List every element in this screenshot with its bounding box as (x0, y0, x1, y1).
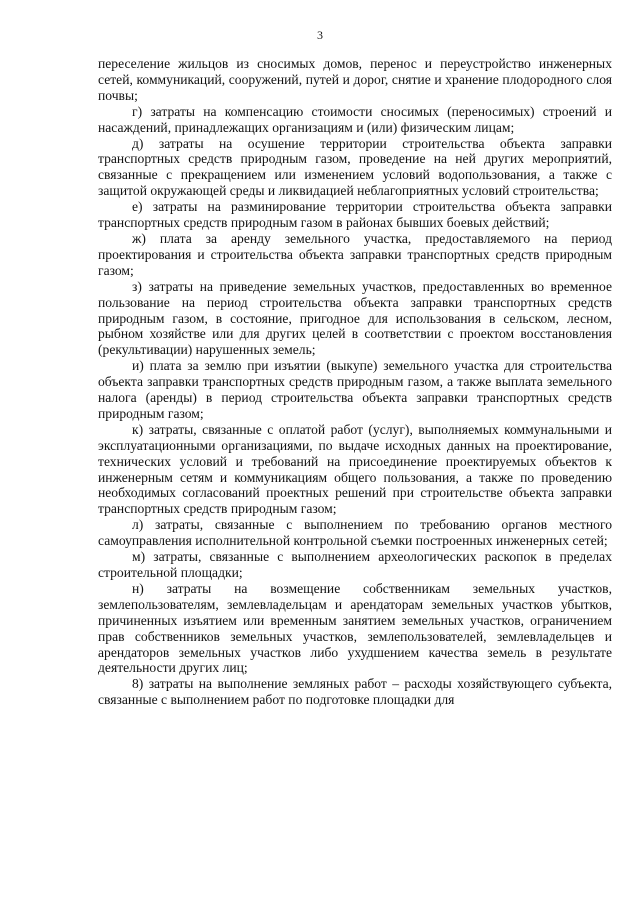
paragraph-item-n: н) затраты на возмещение собственникам земельных участков, землепользователям, землевладельцам и арендаторам земельных участков убытков, причиненных изъятием или временным занятием земельных участков, ограничением прав собственников земельных участков, землепользователей, землевладельцев и арендаторов земельных участков либо ухудшением качества земель в результате деятельности других лиц; (98, 580, 612, 676)
paragraph-item-zh: ж) плата за аренду земельного участка, предоставляемого на период проектирования и строительства объекта заправки транспортных средств природным газом; (98, 230, 612, 278)
paragraph-item-e: е) затраты на разминирование территории строительства объекта заправки транспортных средств природным газом в районах бывших боевых действий; (98, 199, 612, 231)
paragraph-item-k: к) затраты, связанные с оплатой работ (услуг), выполняемых коммунальными и эксплуатационными организациями, по выдаче исходных данных на проектирование, технических условий и требований на присоединение проектируемых объектов к инженерным сетям и коммуникациям общего пользования, а также по проведению необходимых согласований проектных решений при строительстве объекта заправки транспортных средств природным газом; (98, 421, 612, 517)
paragraph-item-g: г) затраты на компенсацию стоимости сносимых (переносимых) строений и насаждений, принадлежащих организациям и (или) физическим лицам; (98, 103, 612, 135)
paragraph-item-d: д) затраты на осушение территории строительства объекта заправки транспортных средств природным газом, проведение на ней других мероприятий, связанные с прекращением или изменением условий водопользования, а также с защитой окружающей среды и ликвидацией неблагоприятных условий строительства; (98, 135, 612, 199)
paragraph-item-8: 8) затраты на выполнение земляных работ – расходы хозяйствующего субъекта, связанные с выполнением работ по подготовке площадки для (98, 676, 612, 708)
document-body (98, 56, 612, 708)
paragraph-item-i: и) плата за землю при изъятии (выкупе) земельного участка для строительства объекта заправки транспортных средств природным газом, а также выплата земельного налога (аренды) в период строительства объекта заправки транспортных средств природным газом; (98, 358, 612, 421)
page-number: 3 (317, 28, 323, 42)
paragraph-item-m: м) затраты, связанные с выполнением археологических раскопок в пределах строительной площадки; (98, 549, 612, 580)
paragraph-item-l: л) затраты, связанные с выполнением по требованию органов местного самоуправления исполнительной контрольной съемки построенных инженерных сетей; (98, 517, 612, 549)
paragraph-continuation: переселение жильцов из сносимых домов, перенос и переустройство инженерных сетей, коммуникаций, сооружений, путей и дорог, снятие и хранение плодородного слоя почвы; (98, 56, 612, 103)
paragraph-item-z: з) затраты на приведение земельных участков, предоставленных во временное пользование на период строительства объекта заправки транспортных средств природным газом, в состояние, пригодное для использования в сельском, лесном, рыбном хозяйстве или для других целей в соответствии с проектом восстановления (рекультивации) нарушенных земель; (98, 278, 612, 358)
